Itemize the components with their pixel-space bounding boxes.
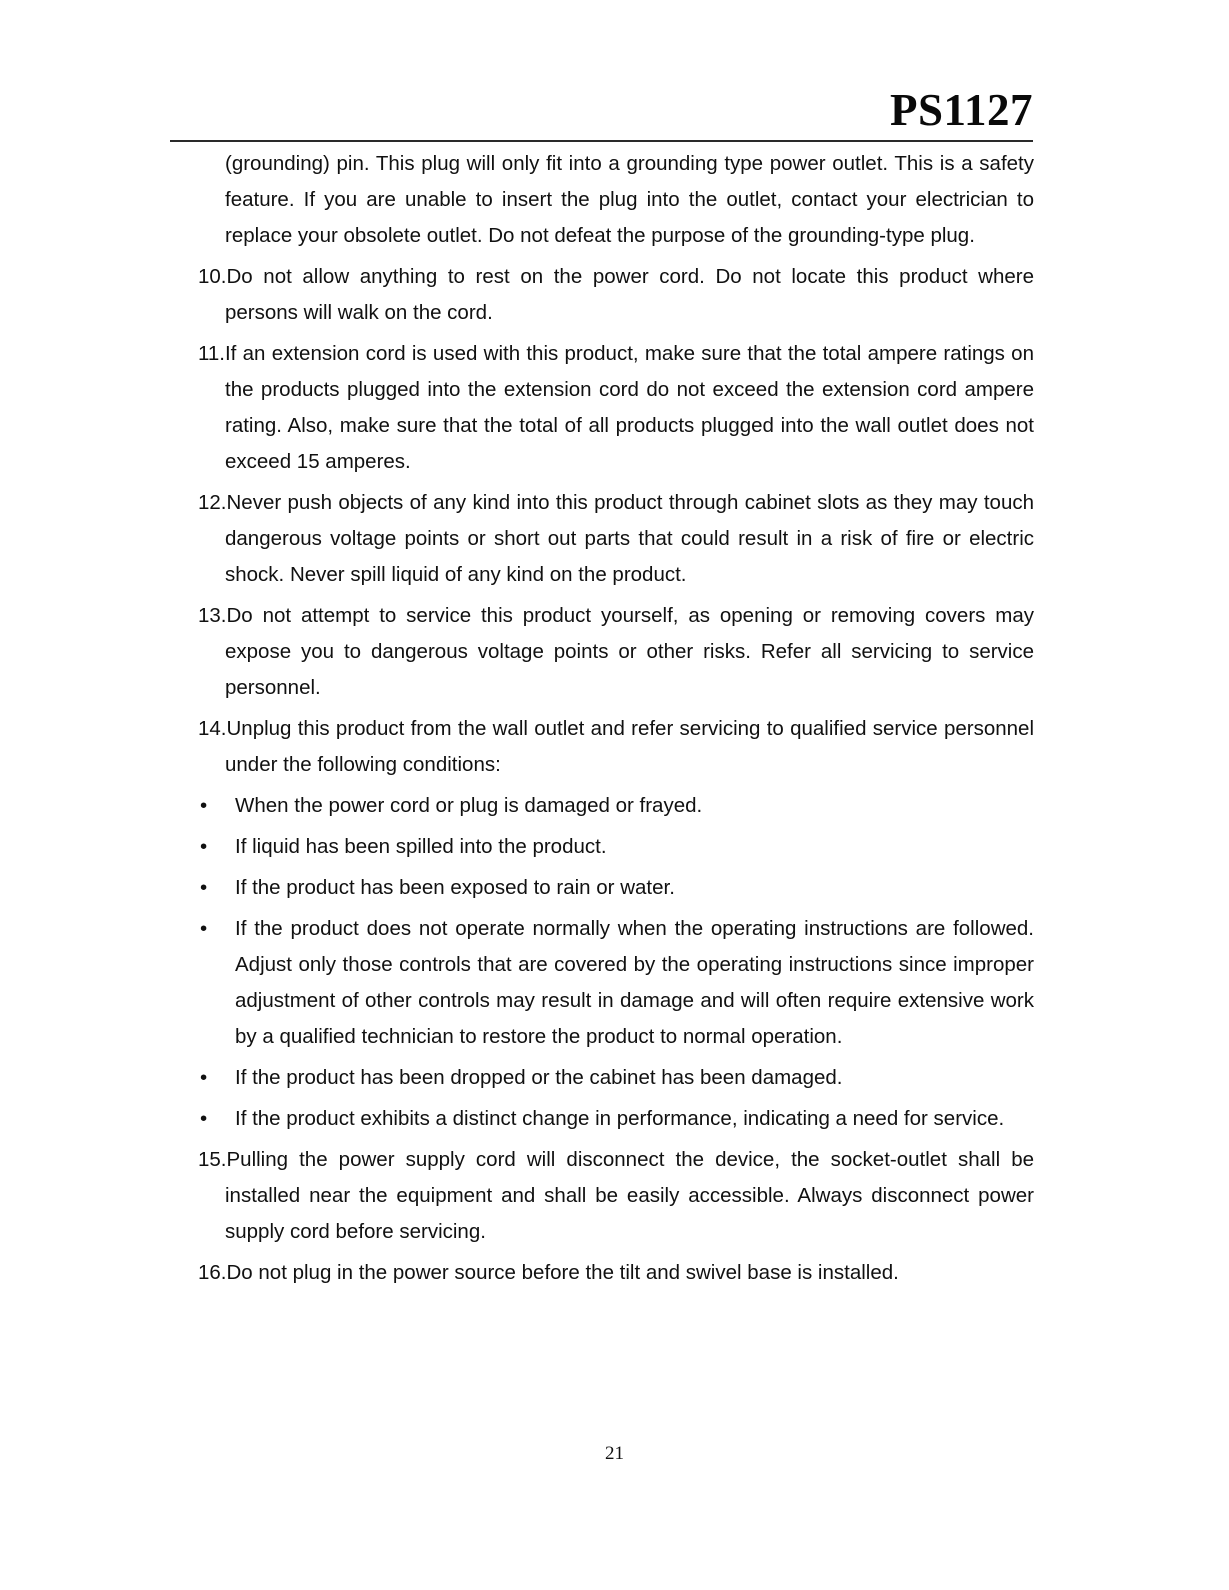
condition-bullet-6 <box>198 1101 1034 1137</box>
condition-text: If the product has been exposed to rain or water. <box>235 876 675 899</box>
safety-instructions <box>198 146 1034 1296</box>
header-rule <box>170 140 1033 142</box>
instruction-item-12: 12.Never push objects of any kind into this product through cabinet slots as they may touch dangerous voltage points or short out parts that could result in a risk of fire or electric shock. Never spill liquid of any kind on the product. <box>198 491 1034 586</box>
bullet-icon: • <box>200 917 208 940</box>
bullet-icon: • <box>200 1066 208 1089</box>
bullet-icon: • <box>200 876 208 899</box>
instruction-item-10: 10.Do not allow anything to rest on the power cord. Do not locate this product where persons will walk on the cord. <box>198 265 1034 324</box>
condition-bullet-2 <box>198 829 1034 865</box>
instruction-item-16: 16.Do not plug in the power source before the tilt and swivel base is installed. <box>198 1261 899 1284</box>
bullet-icon: • <box>200 794 208 817</box>
page-number: 21 <box>605 1443 624 1464</box>
bullet-icon: • <box>200 1107 208 1130</box>
condition-text: When the power cord or plug is damaged or frayed. <box>235 794 703 817</box>
instruction-item-13: 13.Do not attempt to service this product yourself, as opening or removing covers may expose you to dangerous voltage points or other risks. Refer all servicing to service personnel. <box>198 604 1034 699</box>
instruction-item-15: 15.Pulling the power supply cord will disconnect the device, the socket-outlet shall be installed near the equipment and shall be easily accessible. Always disconnect power supply cord before servicing. <box>198 1148 1034 1243</box>
condition-bullet-1 <box>198 788 1034 824</box>
condition-bullet-5 <box>198 1060 1034 1096</box>
model-number: PS1127 <box>889 85 1033 135</box>
bullet-icon: • <box>200 835 208 858</box>
condition-bullet-3 <box>198 870 1034 906</box>
condition-text: If the product does not operate normally when the operating instructions are followed. Adjust only those controls that are covered by the operating instructions since improper adjustment of other controls may result in damage and will often require extensive work by a qualified technician to restore the product to normal operation. <box>235 917 1034 1048</box>
condition-text: If liquid has been spilled into the product. <box>235 835 607 858</box>
instruction-item-11: 11.If an extension cord is used with this product, make sure that the total ampere ratings on the products plugged into the extension cord do not exceed the extension cord ampere rating. Also, make sure that the total of all products plugged into the wall outlet does not exceed 15 amperes. <box>198 342 1034 473</box>
condition-bullet-4 <box>198 911 1034 1055</box>
condition-text: If the product exhibits a distinct change in performance, indicating a need for service. <box>235 1107 1005 1130</box>
instruction-item-14: 14.Unplug this product from the wall outlet and refer servicing to qualified service personnel under the following conditions: <box>198 717 1034 776</box>
continued-paragraph: (grounding) pin. This plug will only fit into a grounding type power outlet. This is a safety feature. If you are unable to insert the plug into the outlet, contact your electrician to replace your obsolete outlet. Do not defeat the purpose of the grounding-type plug. <box>225 152 1034 247</box>
condition-text: If the product has been dropped or the cabinet has been damaged. <box>235 1066 843 1089</box>
